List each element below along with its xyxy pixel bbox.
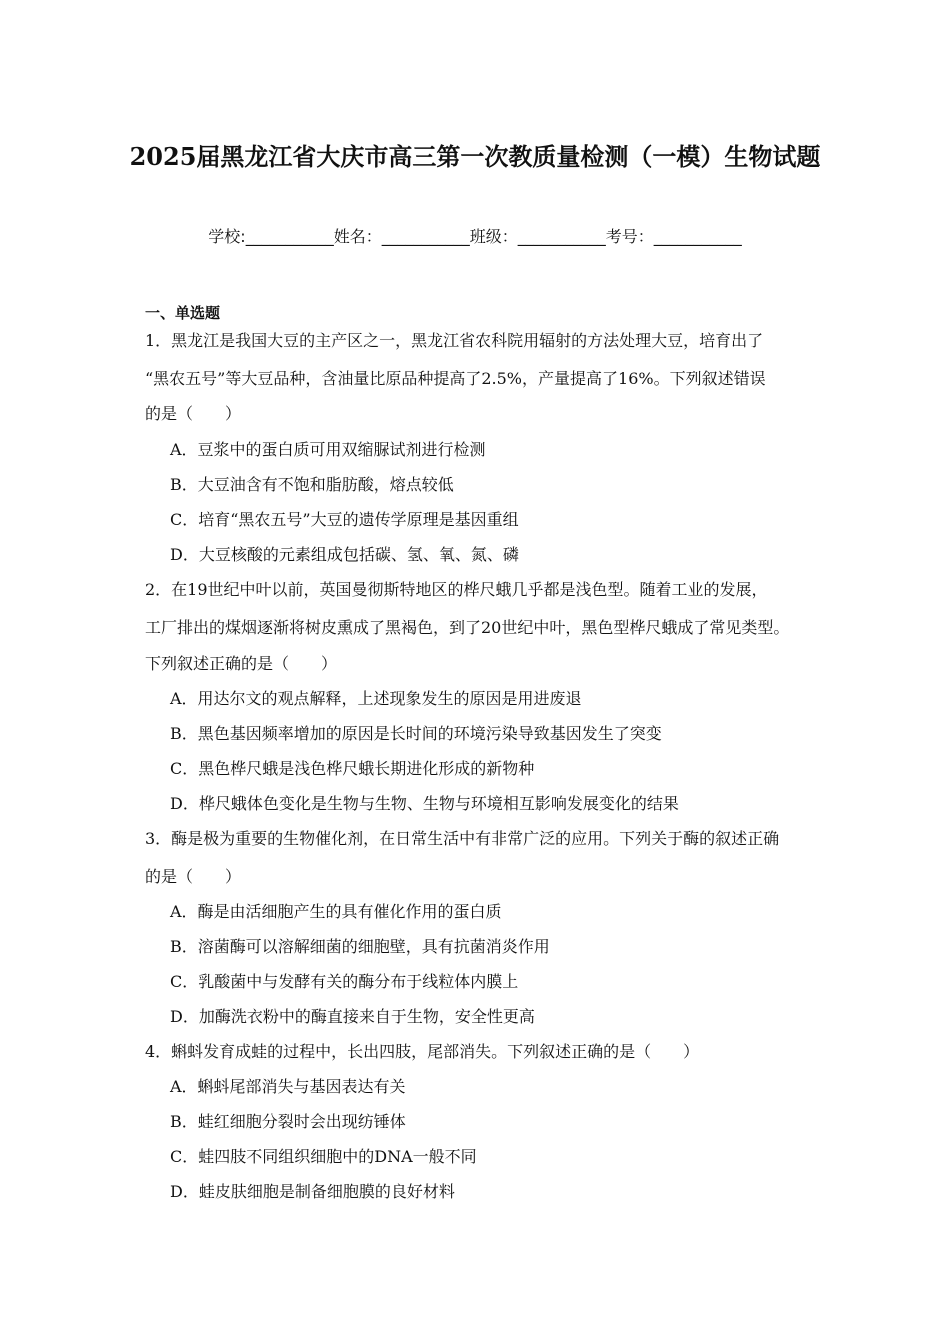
question-1-option-d: D．大豆核酸的元素组成包括碳、氢、氧、氮、磷: [170, 545, 519, 564]
question-3-option-d: D．加酶洗衣粉中的酶直接来自于生物，安全性更高: [170, 1007, 535, 1026]
section-heading: 一、单选题: [145, 304, 221, 322]
question-4-option-d: D．蛙皮肤细胞是制备细胞膜的良好材料: [170, 1182, 455, 1201]
student-info-line: 学校:___________姓名：___________班级：___________考号：___________: [208, 227, 742, 246]
question-4-option-c: C．蛙四肢不同组织细胞中的DNA一般不同: [170, 1147, 477, 1166]
question-2-line-3: 下列叙述正确的是（ ）: [145, 654, 338, 673]
question-4-option-a: A．蝌蚪尾部消失与基因表达有关: [170, 1077, 406, 1096]
question-3-line-1: 3．酶是极为重要的生物催化剂，在日常生活中有非常广泛的应用。下列关于酶的叙述正确: [145, 829, 780, 848]
question-2-line-1: 2．在19世纪中叶以前，英国曼彻斯特地区的桦尺蛾几乎都是浅色型。随着工业的发展，: [145, 580, 768, 599]
question-2-option-d: D．桦尺蛾体色变化是生物与生物、生物与环境相互影响发展变化的结果: [170, 794, 679, 813]
question-1-option-c: C．培育“黑农五号”大豆的遗传学原理是基因重组: [170, 510, 519, 529]
question-3-line-2: 的是（ ）: [145, 867, 242, 886]
question-2-option-c: C．黑色桦尺蛾是浅色桦尺蛾长期进化形成的新物种: [170, 759, 535, 778]
question-2-option-b: B．黑色基因频率增加的原因是长时间的环境污染导致基因发生了突变: [170, 724, 662, 743]
question-2-option-a: A．用达尔文的观点解释，上述现象发生的原因是用进废退: [170, 689, 582, 708]
question-2-line-2: 工厂排出的煤烟逐渐将树皮熏成了黑褐色，到了20世纪中叶，黑色型桦尺蛾成了常见类型。: [145, 618, 790, 637]
question-1-line-2: “黑农五号”等大豆品种，含油量比原品种提高了2.5%，产量提高了16%。下列叙述错误: [145, 369, 766, 388]
question-1-line-3: 的是（ ）: [145, 404, 242, 423]
question-3-option-c: C．乳酸菌中与发酵有关的酶分布于线粒体内膜上: [170, 972, 519, 991]
question-1-line-1: 1．黑龙江是我国大豆的主产区之一，黑龙江省农科院用辐射的方法处理大豆，培育出了: [145, 331, 764, 350]
question-3-option-b: B．溶菌酶可以溶解细菌的细胞壁，具有抗菌消炎作用: [170, 937, 550, 956]
question-1-option-a: A．豆浆中的蛋白质可用双缩脲试剂进行检测: [170, 440, 486, 459]
question-4-line-1: 4．蝌蚪发育成蛙的过程中，长出四肢，尾部消失。下列叙述正确的是（ ）: [145, 1042, 700, 1061]
question-4-option-b: B．蛙红细胞分裂时会出现纺锤体: [170, 1112, 406, 1131]
question-3-option-a: A．酶是由活细胞产生的具有催化作用的蛋白质: [170, 902, 502, 921]
page-title: 2025届黑龙江省大庆市高三第一次教质量检测（一模）生物试题: [129, 142, 821, 171]
question-1-option-b: B．大豆油含有不饱和脂肪酸，熔点较低: [170, 475, 454, 494]
